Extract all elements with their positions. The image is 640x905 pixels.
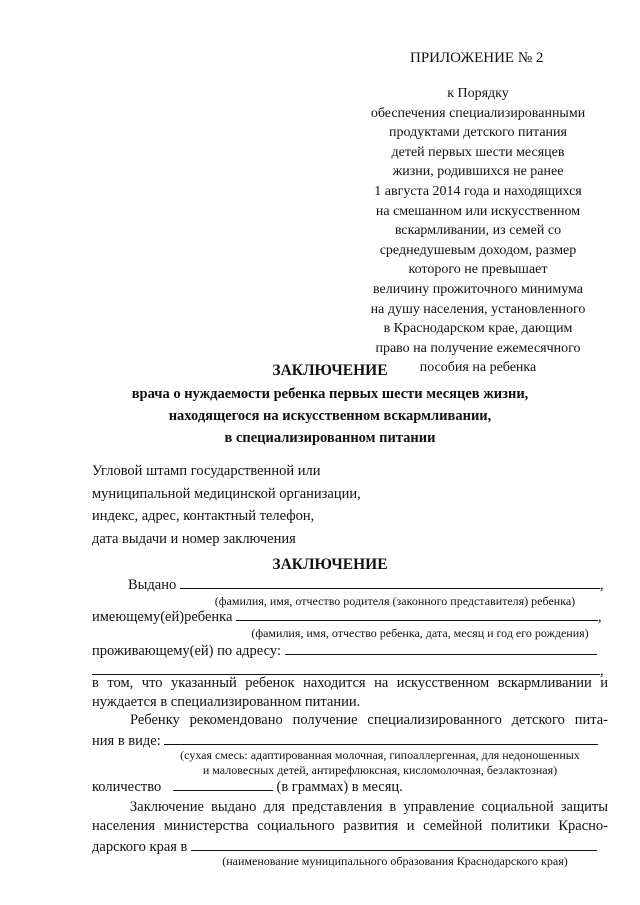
document-subtitle [70, 383, 590, 449]
comma: , [598, 609, 602, 625]
stamp-line: муниципальной медицинской организации, [92, 485, 361, 502]
quantity-label: количество [92, 779, 162, 795]
issued-to-field[interactable] [180, 574, 600, 589]
statement-line: в том, что указанный ребенок находится на искусственном вскармливании и [92, 675, 608, 691]
annex-line: которого не превышает [408, 262, 548, 278]
child-label: имеющему(ей)ребенка [92, 609, 233, 625]
comma: , [599, 577, 604, 593]
address-field[interactable] [285, 640, 597, 655]
child-row [92, 606, 602, 626]
formula-type-field[interactable] [164, 730, 598, 745]
annex-line: на душу населения, установленного [370, 301, 586, 317]
form-title: ЗАКЛЮЧЕНИЕ [272, 556, 388, 573]
stamp-line: Угловой штамп государственной или [92, 463, 321, 479]
annex-description [340, 84, 616, 378]
subtitle-line: в специализированном питании [224, 430, 436, 446]
child-caption: (фамилия, имя, отчество ребенка, дата, месяц и год его рождения) [251, 626, 589, 640]
annex-title: ПРИЛОЖЕНИЕ № 2 [410, 50, 544, 66]
mix-row [92, 730, 598, 750]
purpose-paragraph [92, 798, 608, 836]
subtitle-line: находящегося на искусственном вскармливании, [168, 408, 492, 424]
municipality-row [92, 836, 597, 856]
stamp-line: индекс, адрес, контактный телефон, [92, 508, 315, 524]
recommend-line: ния в виде: [92, 733, 161, 749]
annex-line: детей первых шести месяцев [391, 144, 565, 160]
annex-line: вскармливании, из семей со [394, 223, 562, 239]
annex-line: жизни, родившихся не ранее [392, 164, 564, 180]
annex-line: обеспечения специализированными [370, 105, 586, 121]
address-row [92, 640, 597, 660]
annex-line: пособия на ребенка [419, 360, 537, 376]
municipality-field[interactable] [191, 836, 597, 851]
annex-line: величину прожиточного минимума [372, 281, 584, 297]
issued-row [128, 574, 604, 594]
purpose-line: населения министерства социального развития и семейной политики Красно- [92, 818, 608, 834]
statement-line: нуждается в специализированном питании. [92, 694, 361, 710]
annex-line: 1 августа 2014 года и находящихся [374, 183, 582, 199]
mix-caption [150, 748, 610, 778]
annex-line: продуктами детского питания [389, 125, 567, 141]
quantity-field[interactable] [173, 776, 273, 791]
address-field-continued[interactable] [92, 660, 600, 675]
annex-line: в Краснодарском крае, дающим [383, 321, 573, 337]
statement-paragraph [92, 674, 608, 712]
mix-caption-line: (сухая смесь: адаптированная молочная, гипоаллергенная, для недоношенных [180, 748, 580, 762]
municipality-caption: (наименование муниципального образования Краснодарского края) [222, 854, 568, 868]
stamp-line: дата выдачи и номер заключения [92, 530, 296, 547]
comma: , [600, 663, 604, 679]
annex-line: право на получение ежемесячного [375, 340, 581, 356]
annex-line: на смешанном или искусственном [375, 203, 581, 219]
issued-label: Выдано [128, 577, 177, 593]
stamp-placeholder [92, 460, 412, 550]
document-title: ЗАКЛЮЧЕНИЕ [272, 362, 388, 379]
purpose-line: Заключение выдано для представления в управление социальной защиты [130, 799, 608, 815]
annex-line: к Порядку [447, 86, 509, 101]
recommend-line: Ребенку рекомендовано получение специализированного детского пита- [130, 712, 608, 728]
mix-caption-line: и маловесных детей, антирефлюксная, кисломолочная, безлактозная) [202, 763, 558, 777]
address-label: проживающему(ей) по адресу: [92, 643, 281, 659]
quantity-unit: (в граммах) в месяц. [276, 779, 403, 795]
annex-line: среднедушевым доходом, размер [379, 242, 577, 258]
quantity-row [92, 776, 403, 796]
subtitle-line: врача о нуждаемости ребенка первых шести месяцев жизни, [131, 386, 529, 402]
purpose-line: дарского края в [92, 839, 188, 855]
child-field[interactable] [236, 606, 598, 621]
issued-caption: (фамилия, имя, отчество родителя (законного представителя) ребенка) [214, 594, 576, 608]
recommendation-paragraph [92, 711, 608, 730]
